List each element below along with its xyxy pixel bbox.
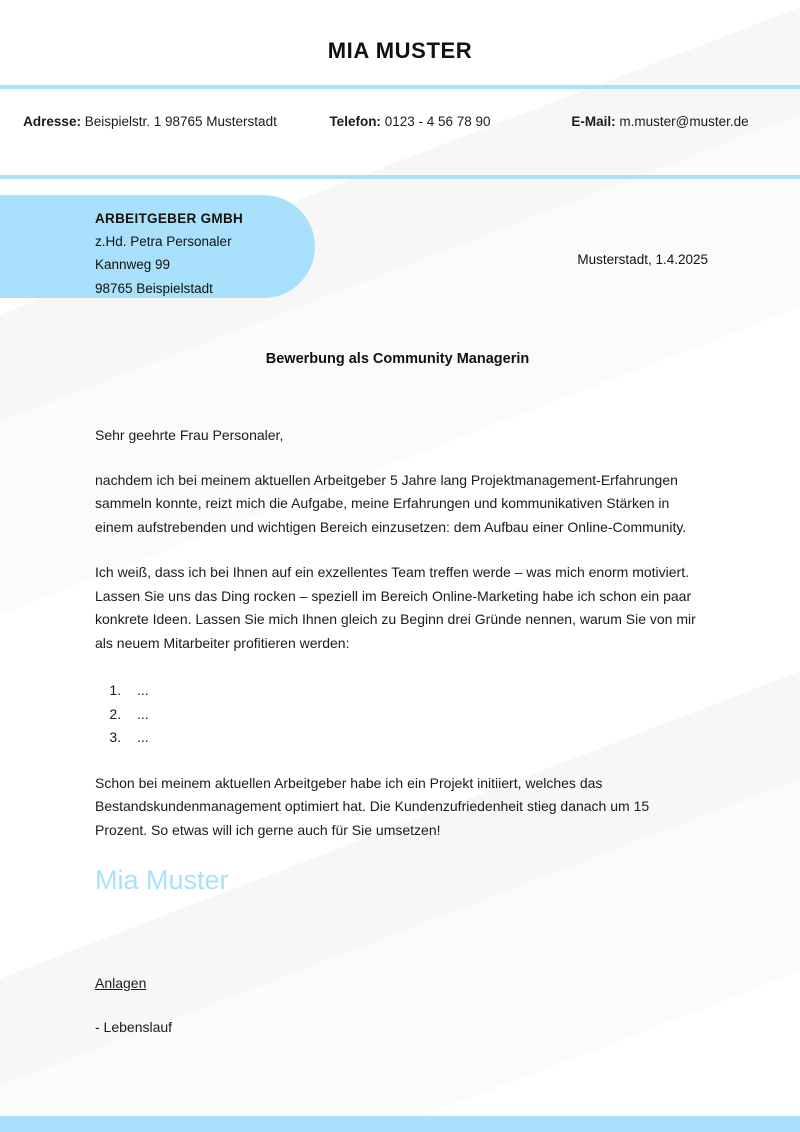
recipient-street: Kannweg 99 [95, 257, 171, 273]
contact-email-value: m.muster@muster.de [619, 114, 749, 129]
letter-date: Musterstadt, 1.4.2025 [577, 252, 708, 267]
contact-email [520, 111, 800, 133]
contact-email-label: E-Mail: [571, 114, 616, 129]
attachment-item: - Lebenslauf [95, 1018, 173, 1035]
list-item: 2. ... [125, 703, 700, 727]
recipient-and-date [0, 179, 800, 297]
signature: Mia Muster [95, 865, 229, 896]
letter-body [0, 351, 800, 1035]
attachments-title: Anlagen [95, 974, 147, 991]
document-header [0, 0, 800, 179]
recipient-address-block [0, 195, 315, 298]
contact-address-value: Beispielstr. 1 98765 Musterstadt [84, 114, 277, 129]
contact-phone [300, 111, 520, 133]
letter-paragraph-2: Ich weiß, dass ich bei Ihnen auf ein exzellentes Team treffen werde – was mich enorm motiviert. Lassen Sie uns das Ding rocken – speziell im Bereich Online-Marketing habe ich schon ein paar konkrete Ideen. Lassen Sie mich Ihnen gleich zu Beginn drei Gründe nennen, warum Sie von mir als neuem Mitarbeiter profitieren werden: [95, 564, 696, 651]
recipient-attention: z.Hd. Petra Personaler [95, 234, 232, 250]
contact-strip [0, 89, 800, 175]
footer-accent-bar [0, 1116, 800, 1132]
list-item: 3. ... [125, 726, 700, 750]
recipient-city: 98765 Beispielstadt [95, 280, 213, 296]
applicant-name-title: MIA MUSTER [327, 38, 473, 63]
letter-subject: Bewerbung als Community Managerin [265, 351, 530, 367]
contact-phone-value: 0123 - 4 56 78 90 [384, 114, 491, 129]
reasons-list [95, 679, 700, 750]
recipient-company: ARBEITGEBER GMBH [95, 211, 244, 226]
list-item: 1. ... [125, 679, 700, 703]
contact-phone-label: Telefon: [329, 114, 381, 129]
letter-paragraph-1: nachdem ich bei meinem aktuellen Arbeitgeber 5 Jahre lang Projektmanagement-Erfahrungen sammeln konnte, reizt mich die Aufgabe, meine Erfahrungen und kommunikativen Stärken in einem aufstrebenden und wichtigen Bereich einzusetzen: dem Aufbau einer Online-Community. [95, 471, 687, 535]
letter-salutation: Sehr geehrte Frau Personaler, [95, 427, 284, 443]
letter-paragraph-3: Schon bei meinem aktuellen Arbeitgeber habe ich ein Projekt initiiert, welches das Bestandskundenmanagement optimiert hat. Die Kundenzufriedenheit stieg danach um 15 Prozent. So etwas will ich gerne auch für Sie umsetzen! [95, 774, 650, 838]
contact-address [0, 111, 300, 133]
contact-address-label: Adresse: [23, 114, 81, 129]
